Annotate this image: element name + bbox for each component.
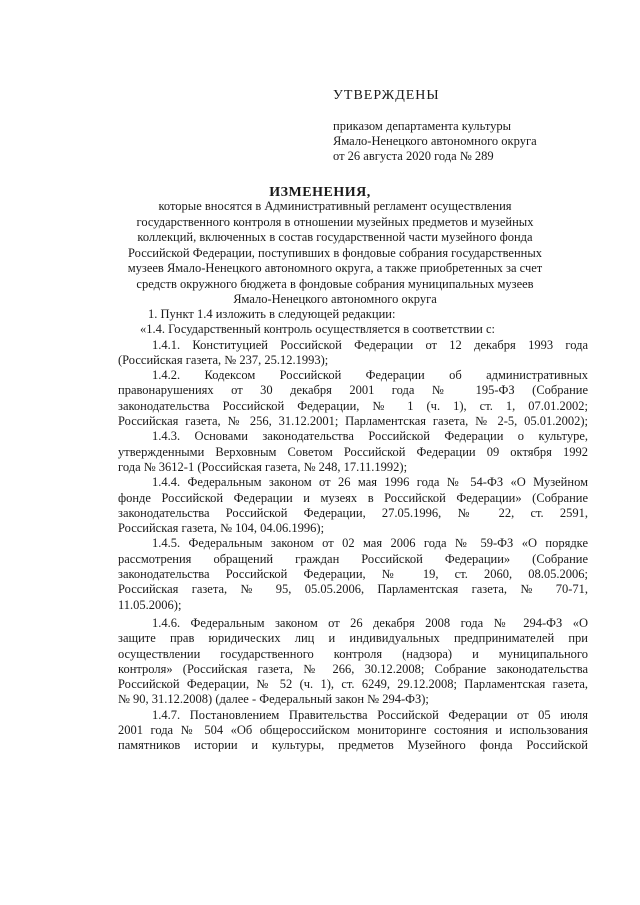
body-line: Российской Федерации, № 52 (ч. 1), ст. 6249, 29.12.2008; Парламентская газета, [118, 677, 588, 692]
body-line: утвержденными Верховным Советом Российской Федерации 09 октября 1992 [118, 444, 588, 459]
body-line: 1.4.3. Основами законодательства Российской Федерации о культуре, [152, 429, 588, 444]
body-line: контроля» (Российская газета, № 266, 30.12.2008; Собрание законодательства [118, 661, 588, 676]
body-line: 1.4.2. Кодексом Российской Федерации об административных [152, 368, 588, 383]
body-line: законодательства Российской Федерации, 27.05.1996, № 22, ст. 2591, [118, 505, 588, 520]
body-line: законодательства Российской Федерации, № 19, ст. 2060, 08.05.2006; [118, 567, 588, 582]
body-line: «1.4. Государственный контроль осуществляется в соответствии с: [140, 322, 495, 337]
subtitle-line: коллекций, включенных в состав государственной части музейного фонда [137, 230, 533, 244]
order-reference [333, 119, 537, 164]
document-subtitle [100, 199, 570, 308]
approval-stamp: УТВЕРЖДЕНЫ [333, 88, 440, 103]
body-line: осуществлении государственного контроля (надзора) и муниципального [118, 646, 588, 661]
document-body [118, 307, 588, 754]
body-line: правонарушениях от 30 декабря 2001 года № 195-ФЗ (Собрание [118, 383, 588, 398]
order-line: приказом департамента культуры [333, 119, 512, 133]
order-line: Ямало-Ненецкого автономного округа [333, 134, 537, 148]
body-line: защите прав юридических лиц и индивидуальных предпринимателей при [118, 631, 588, 646]
body-line: 1.4.6. Федеральным законом от 26 декабря 2008 года № 294-ФЗ «О [152, 615, 588, 630]
body-line: 1.4.1. Конституцией Российской Федерации от 12 декабря 1993 года [152, 337, 588, 352]
subtitle-line: Ямало-Ненецкого автономного округа [233, 292, 437, 306]
subtitle-line: Российской Федерации, поступивших в фондовые собрания государственных [128, 245, 542, 260]
body-line: Российская газета, № 256, 31.12.2001; Парламентская газета, № 2-5, 05.01.2002); [118, 414, 588, 429]
body-line: рассмотрения обращений граждан Российской Федерации» (Собрание [118, 551, 588, 566]
body-line: памятников истории и культуры, предметов Музейного фонда Российской [118, 738, 588, 753]
body-line: № 90, 31.12.2008) (далее - Федеральный закон № 294-ФЗ); [118, 692, 429, 707]
subtitle-line: музеев Ямало-Ненецкого автономного округа, а также приобретенных за счет [127, 261, 543, 275]
body-line: 1.4.4. Федеральным законом от 26 мая 1996 года № 54-ФЗ «О Музейном [152, 475, 588, 490]
subtitle-line: государственного контроля в отношении музейных предметов и музейных [136, 214, 534, 229]
body-line: Российская газета, № 104, 04.06.1996); [118, 521, 325, 536]
body-line: года № 3612-1 (Российская газета, № 248, 17.11.1992); [118, 459, 408, 474]
subtitle-line: средств окружного бюджета в фондовые собрания муниципальных музеев [136, 276, 534, 291]
subtitle-line: которые вносятся в Административный регламент осуществления [158, 199, 512, 213]
body-line: (Российская газета, № 237, 25.12.1993); [118, 352, 329, 367]
body-line: 1.4.5. Федеральным законом от 02 мая 2006 года № 59-ФЗ «О порядке [152, 536, 588, 551]
body-line: 1.4.7. Постановлением Правительства Российской Федерации от 05 июля [152, 707, 588, 722]
document-title: ИЗМЕНЕНИЯ, [269, 185, 371, 200]
body-line: Российская газета, № 95, 05.05.2006, Парламентская газета, № 70-71, [118, 582, 588, 597]
body-line: законодательства Российской Федерации, № 1 (ч. 1), ст. 1, 07.01.2002; [118, 398, 588, 413]
body-line: 1. Пункт 1.4 изложить в следующей редакции: [148, 307, 396, 321]
order-line: от 26 августа 2020 года № 289 [333, 149, 494, 163]
body-line: 11.05.2006); [118, 597, 182, 612]
body-line: фонде Российской Федерации и музеях в Российской Федерации» (Собрание [118, 490, 588, 505]
body-line: 2001 года № 504 «Об общероссийском мониторинге состояния и использования [118, 723, 588, 738]
